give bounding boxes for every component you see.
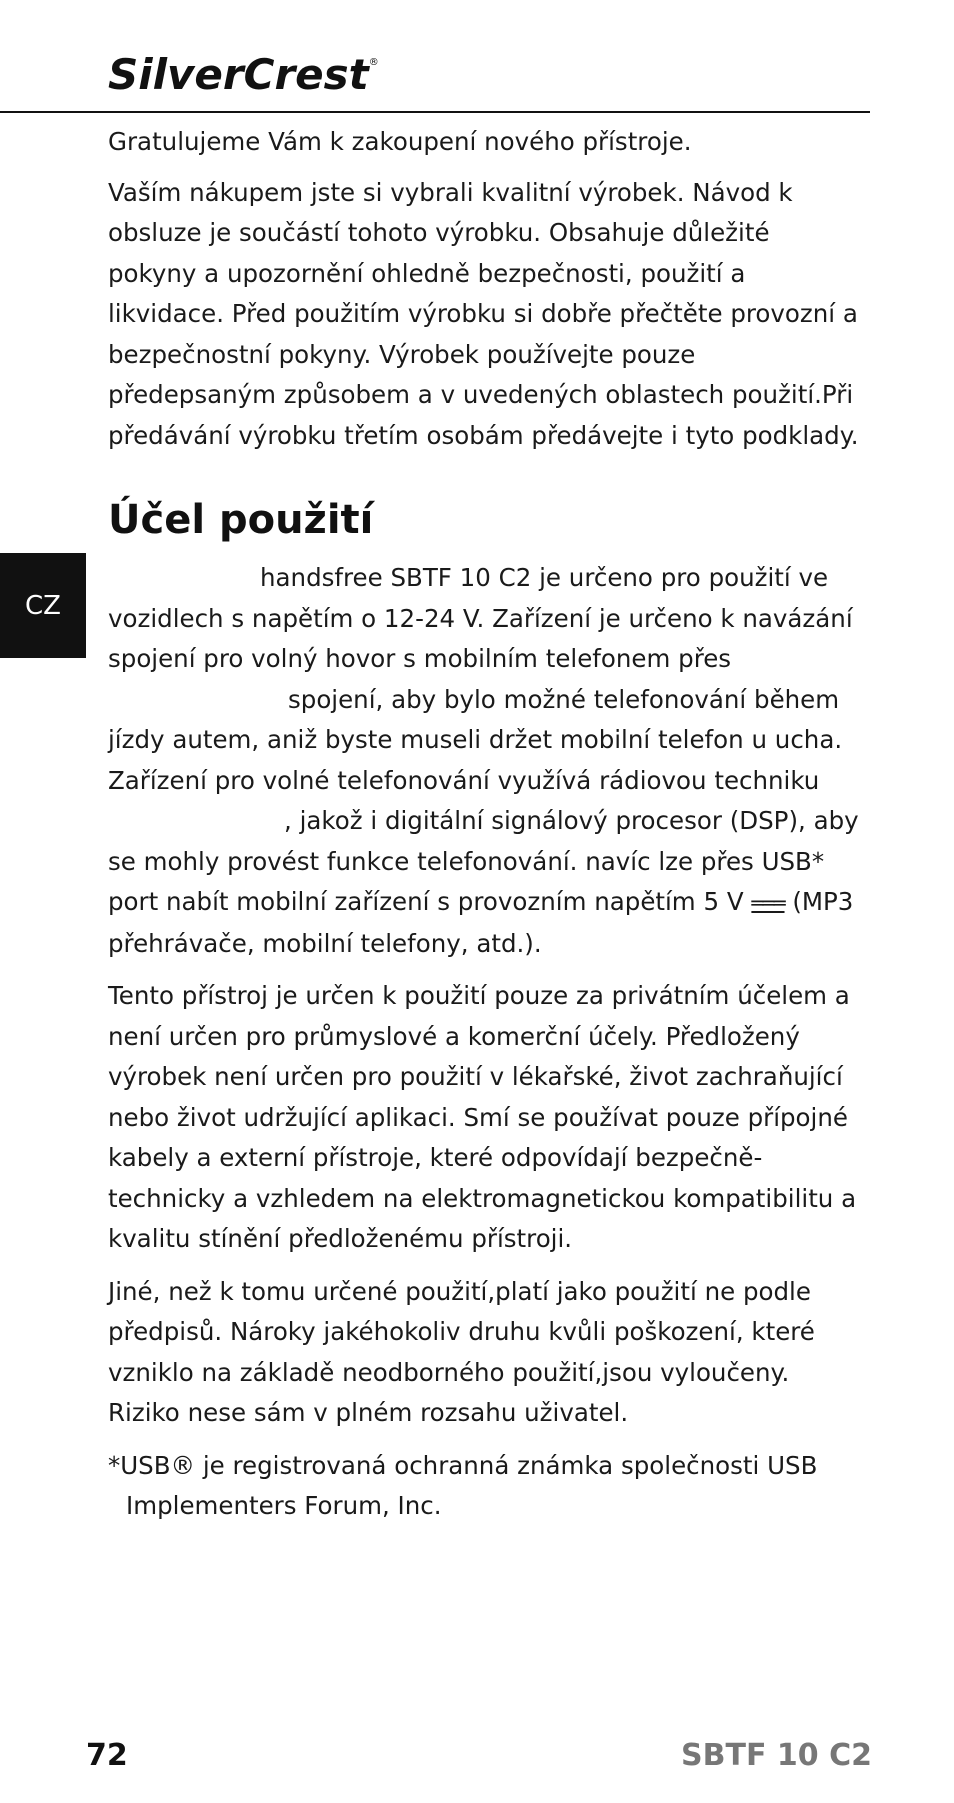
purpose-text-1: handsfree SBTF 10 C2 je určeno pro použití ve vozidlech s napětím o 12-24 V. Zařízení je určeno k navázání spojení pro volný hovor s mobilním telefonem přes bbox=[108, 563, 853, 673]
section-heading: Účel použití bbox=[108, 497, 374, 543]
private-use-paragraph: Tento přístroj je určen k použití pouze za privátním účelem a není určen pro průmyslové a komerční účely. Předložený výrobek není určen pro použití v lékařské, život zachraňující nebo život udržující aplikaci. Smí se používat pouze přípojné kabely a externí přístroje, které odpovídají bezpečně-technicky a vzhledem na elektromagnetickou kompatibilitu a kvalitu stínění předloženému přístroji. bbox=[108, 981, 857, 1253]
language-label: CZ bbox=[25, 590, 61, 621]
intro-paragraph: Gratulujeme Vám k zakoupení nového přístroje. bbox=[108, 127, 692, 156]
usb-footnote: *USB® je registrovaná ochranná známka společnosti USB Implementers Forum, Inc. bbox=[108, 1450, 818, 1520]
header-rule bbox=[0, 111, 870, 113]
improper-use-paragraph: Jiné, než k tomu určené použití,platí jako použití ne podle předpisů. Nároky jakéhokoliv druhu kvůli poškození, které vzniklo na základě neodborného použití,jsou vyloučeny. Riziko nese sám v plném rozsahu uživatel. bbox=[108, 1276, 815, 1427]
dc-symbol-icon: ═══ bbox=[751, 891, 785, 915]
brand-name: SilverCrest bbox=[108, 50, 369, 99]
purpose-text-4: (MP3 přehrávače, mobilní telefony, atd.). bbox=[108, 887, 854, 958]
registered-mark: ® bbox=[368, 57, 379, 68]
model-number: SBTF 10 C2 bbox=[681, 1738, 872, 1773]
page-number: 72 bbox=[86, 1738, 128, 1773]
language-tab bbox=[0, 553, 86, 658]
purpose-paragraph bbox=[108, 558, 860, 964]
purpose-text-3: , jakož i digitální signálový procesor (DSP), aby se mohly provést funkce telefonování. navíc lze přes USB* port nabít mobilní zařízení s provozním napětím 5 V bbox=[108, 806, 859, 916]
page-content bbox=[108, 122, 860, 1539]
purchase-paragraph: Vaším nákupem jste si vybrali kvalitní výrobek. Návod k obsluze je součástí tohoto výrobku. Obsahuje důležité pokyny a upozornění ohledně bezpečnosti, použití a likvidace. Před použitím výrobku si dobře přečtěte provozní a bezpečnostní pokyny. Výrobek používejte pouze předepsaným způsobem a v uvedených oblastech použití.Při předávání výrobku třetím osobám předávejte i tyto podklady. bbox=[108, 177, 859, 450]
brand-logo bbox=[108, 50, 379, 99]
purpose-text-2: spojení, aby bylo možné telefonování během jízdy autem, aniž byste museli držet mobilní telefon u ucha. Zařízení pro volné telefonování využívá rádiovou techniku bbox=[108, 684, 843, 795]
